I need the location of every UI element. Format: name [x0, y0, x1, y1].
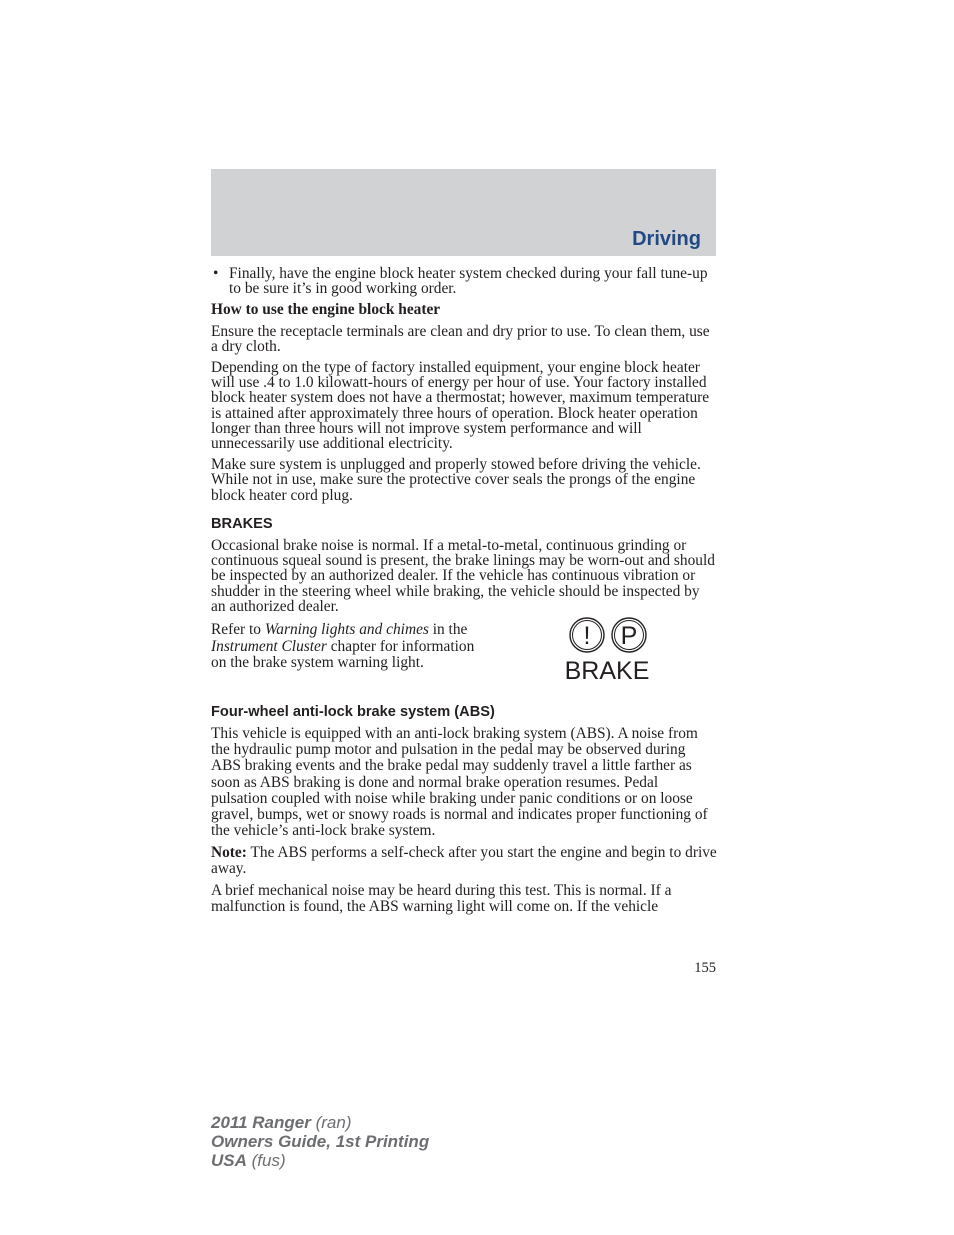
brake-reference-text [211, 622, 476, 687]
bullet-text: Finally, have the engine block heater system checked during your fall tune-up to be sure it’s in good working order. [229, 265, 708, 298]
page-number: 155 [694, 960, 716, 976]
footer-model: 2011 Ranger [211, 1113, 311, 1132]
instrument-cluster-link-text: Instrument Cluster [211, 637, 327, 655]
bullet-item [211, 266, 717, 296]
brakes-heading: BRAKES [211, 515, 273, 532]
section-title: Driving [632, 228, 701, 250]
footer-line [211, 1132, 429, 1151]
brake-warning-icon [553, 617, 661, 687]
note-text: The ABS performs a self-check after you start the engine and begin to drive away. [211, 843, 717, 878]
note-label: Note: [211, 843, 247, 861]
block-heater-paragraph: Depending on the type of factory installed equipment, your engine block heater will use .4 to 1.0 kilowatt-hours of energy per hour of use. Your factory installed block heater system does not have a thermostat; however, maximum temperature is attained after approximately three hours of operation. Block heater operation longer than three hours will not improve system performance and will unnecessarily use additional electricity. [211, 359, 710, 453]
document-footer [211, 1113, 429, 1170]
block-heater-heading: How to use the engine block heater [211, 301, 441, 319]
abs-heading: Four-wheel anti-lock brake system (ABS) [211, 704, 495, 721]
bullet-dot: • [213, 265, 219, 282]
reference-text-part: Refer to [211, 621, 265, 639]
warning-lights-link-text: Warning lights and chimes [264, 621, 429, 639]
brake-warning-reference [211, 622, 717, 687]
footer-guide: Owners Guide, 1st Printing [211, 1132, 430, 1151]
exclamation-symbol: ! [583, 622, 591, 651]
reference-text-part: in the [428, 621, 468, 639]
abs-paragraph: A brief mechanical noise may be heard during this test. This is normal. If a malfunction is found, the ABS warning light will come on. If the vehicle [211, 882, 672, 916]
footer-market: USA [211, 1151, 247, 1170]
abs-note [211, 845, 717, 877]
brakes-paragraph: Occasional brake noise is normal. If a metal-to-metal, continuous grinding or continuous squeal sound is present, the brake linings may be worn-out and should be inspected by an authorized dealer. If the vehicle has continuous vibration or shudder in the steering wheel while braking, the vehicle should be inspected by an authorized dealer. [211, 537, 715, 615]
abs-paragraph: This vehicle is equipped with an anti-lock braking system (ABS). A noise from the hydraulic pump motor and pulsation in the pedal may be observed during ABS braking events and the brake pedal may suddenly travel a little farther as soon as ABS braking is done and normal brake operation resumes. Pedal pulsation coupled with noise while braking under panic conditions or on loose gravel, bumps, wet or snowy roads is normal and indicates proper functioning of the vehicle’s anti-lock brake system. [211, 725, 708, 839]
page-content [211, 266, 717, 921]
block-heater-paragraph: Ensure the receptacle terminals are clean and dry prior to use. To clean them, use a dry cloth. [211, 322, 710, 355]
reference-text-part: chapter for information on the brake system warning light. [211, 637, 475, 672]
footer-model-code: (ran) [310, 1113, 352, 1132]
footer-line [211, 1151, 429, 1170]
parking-symbol: P [620, 622, 638, 651]
section-header-band [211, 169, 716, 256]
footer-market-code: (fus) [246, 1151, 286, 1170]
footer-line [211, 1113, 429, 1132]
brake-label: BRAKE [564, 657, 650, 686]
block-heater-paragraph: Make sure system is unplugged and properly stowed before driving the vehicle. While not in use, make sure the protective cover seals the prongs of the engine block heater cord plug. [211, 456, 701, 504]
